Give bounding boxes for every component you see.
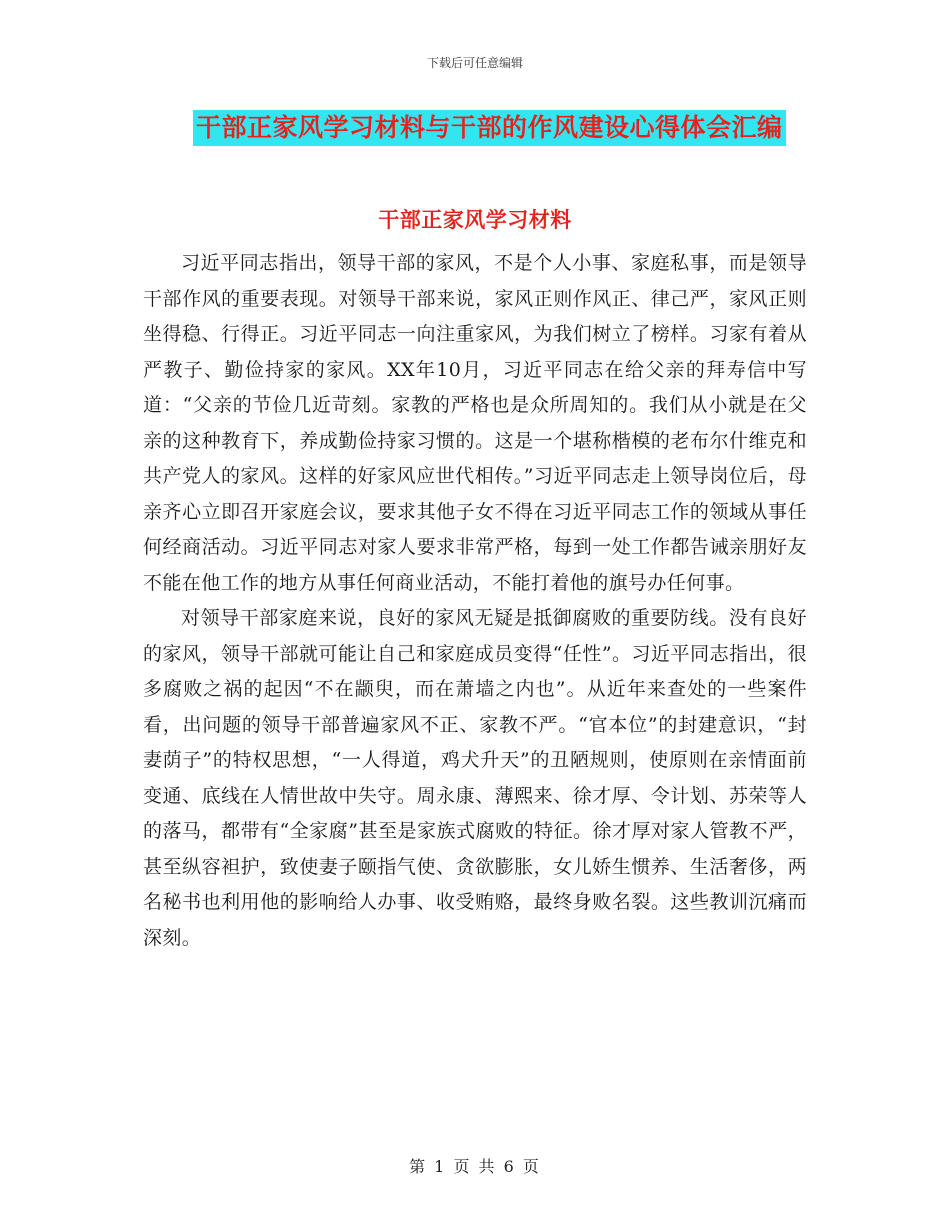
document-title: 干部正家风学习材料与干部的作风建设心得体会汇编: [193, 110, 786, 146]
body-paragraph: 习近平同志指出，领导干部的家风，不是个人小事、家庭私事，而是领导干部作风的重要表现。对领导干部来说，家风正则作风正、律己严，家风正则坐得稳、行得正。习近平同志一向注重家风，为我们树立了榜样。习家有着从严教子、勤俭持家的家风。XX年10月，习近平同志在给父亲的拜寿信中写道：“父亲的节俭几近苛刻。家教的严格也是众所周知的。我们从小就是在父亲的这种教育下，养成勤俭持家习惯的。这是一个堪称楷模的老布尔什维克和共产党人的家风。这样的好家风应世代相传。”习近平同志走上领导岗位后，母亲齐心立即召开家庭会议，要求其他子女不得在习近平同志工作的领域从事任何经商活动。习近平同志对家人要求非常严格，每到一处工作都告诫亲朋好友不能在他工作的地方从事任何商业活动，不能打着他的旗号办任何事。: [143, 252, 807, 594]
section-title: 干部正家风学习材料: [378, 208, 572, 232]
header-note: 下载后可任意编辑: [426, 56, 523, 70]
document-body: [143, 246, 807, 956]
page-number: 第 1 页 共 6 页: [409, 1157, 541, 1176]
document-title-container: [193, 110, 786, 146]
body-paragraph: 对领导干部家庭来说，良好的家风无疑是抵御腐败的重要防线。没有良好的家风，领导干部就可能让自己和家庭成员变得“任性”。习近平同志指出，很多腐败之祸的起因“不在颛臾，而在萧墙之内也”。从近年来查处的一些案件看，出问题的领导干部普遍家风不正、家教不严。“官本位”的封建意识，“封妻荫子”的特权思想，“一人得道，鸡犬升天”的丑陋规则，使原则在亲情面前变通、底线在人情世故中失守。周永康、薄熙来、徐才厚、令计划、苏荣等人的落马，都带有“全家腐”甚至是家族式腐败的特征。徐才厚对家人管教不严，甚至纵容袒护，致使妻子颐指气使、贪欲膨胀，女儿娇生惯养、生活奢侈，两名秘书也利用他的影响给人办事、收受贿赂，最终身败名裂。这些教训沉痛而深刻。: [143, 607, 807, 949]
